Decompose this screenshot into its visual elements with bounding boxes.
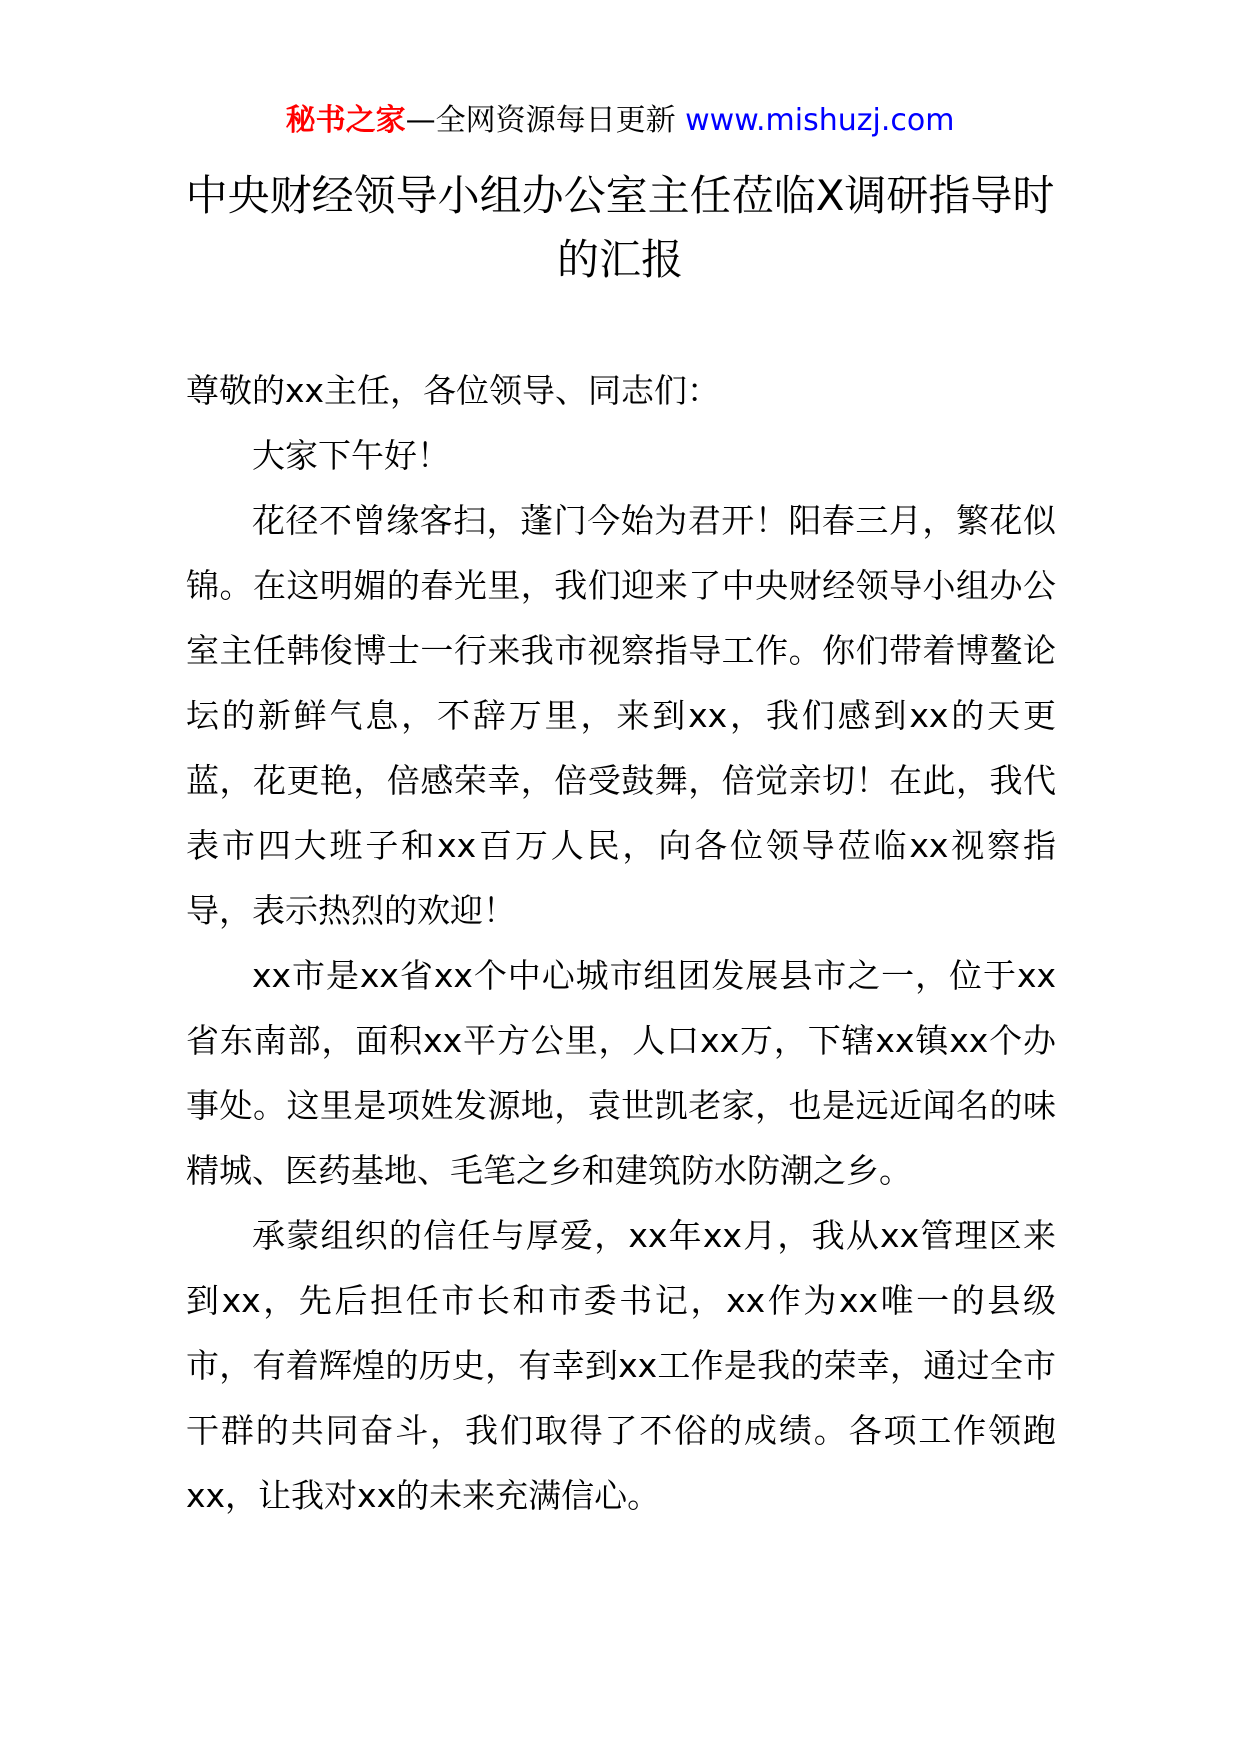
paragraph-city-intro: xx市是xx省xx个中心城市组团发展县市之一，位于xx省东南部，面积xx平方公里，人口xx万，下辖xx镇xx个办事处。这里是项姓发源地，袁世凯老家，也是远近闻名的味精城、医药基地、毛笔之乡和建筑防水防潮之乡。 (186, 956, 1056, 1190)
site-brand: 秘书之家 (285, 103, 406, 138)
site-header (0, 100, 1240, 142)
document-body (186, 358, 1056, 1528)
paragraph-greeting: 大家下午好！ (252, 436, 450, 475)
paragraph-work-summary: 承蒙组织的信任与厚爱，xx年xx月，我从xx管理区来到xx，先后担任市长和市委书记，xx作为xx唯一的县级市，有着辉煌的历史，有幸到xx工作是我的荣幸，通过全市干群的共同奋斗，我们取得了不俗的成绩。各项工作领跑xx，让我对xx的未来充满信心。 (186, 1216, 1056, 1515)
site-url-link[interactable]: www.mishuzj.com (685, 103, 955, 138)
document-title: 中央财经领导小组办公室主任莅临Ⅹ调研指导时的汇报 (185, 171, 1055, 284)
site-tagline: —全网资源每日更新 (405, 103, 676, 138)
salutation: 尊敬的xx主任，各位领导、同志们： (186, 371, 721, 410)
paragraph-welcome: 花径不曾缘客扫，蓬门今始为君开！阳春三月，繁花似锦。在这明媚的春光里，我们迎来了中央财经领导小组办公室主任韩俊博士一行来我市视察指导工作。你们带着博鳌论坛的新鲜气息，不辞万里，来到xx，我们感到xx的天更蓝，花更艳，倍感荣幸，倍受鼓舞，倍觉亲切！在此，我代表市四大班子和xx百万人民，向各位领导莅临xx视察指导，表示热烈的欢迎！ (186, 501, 1056, 930)
